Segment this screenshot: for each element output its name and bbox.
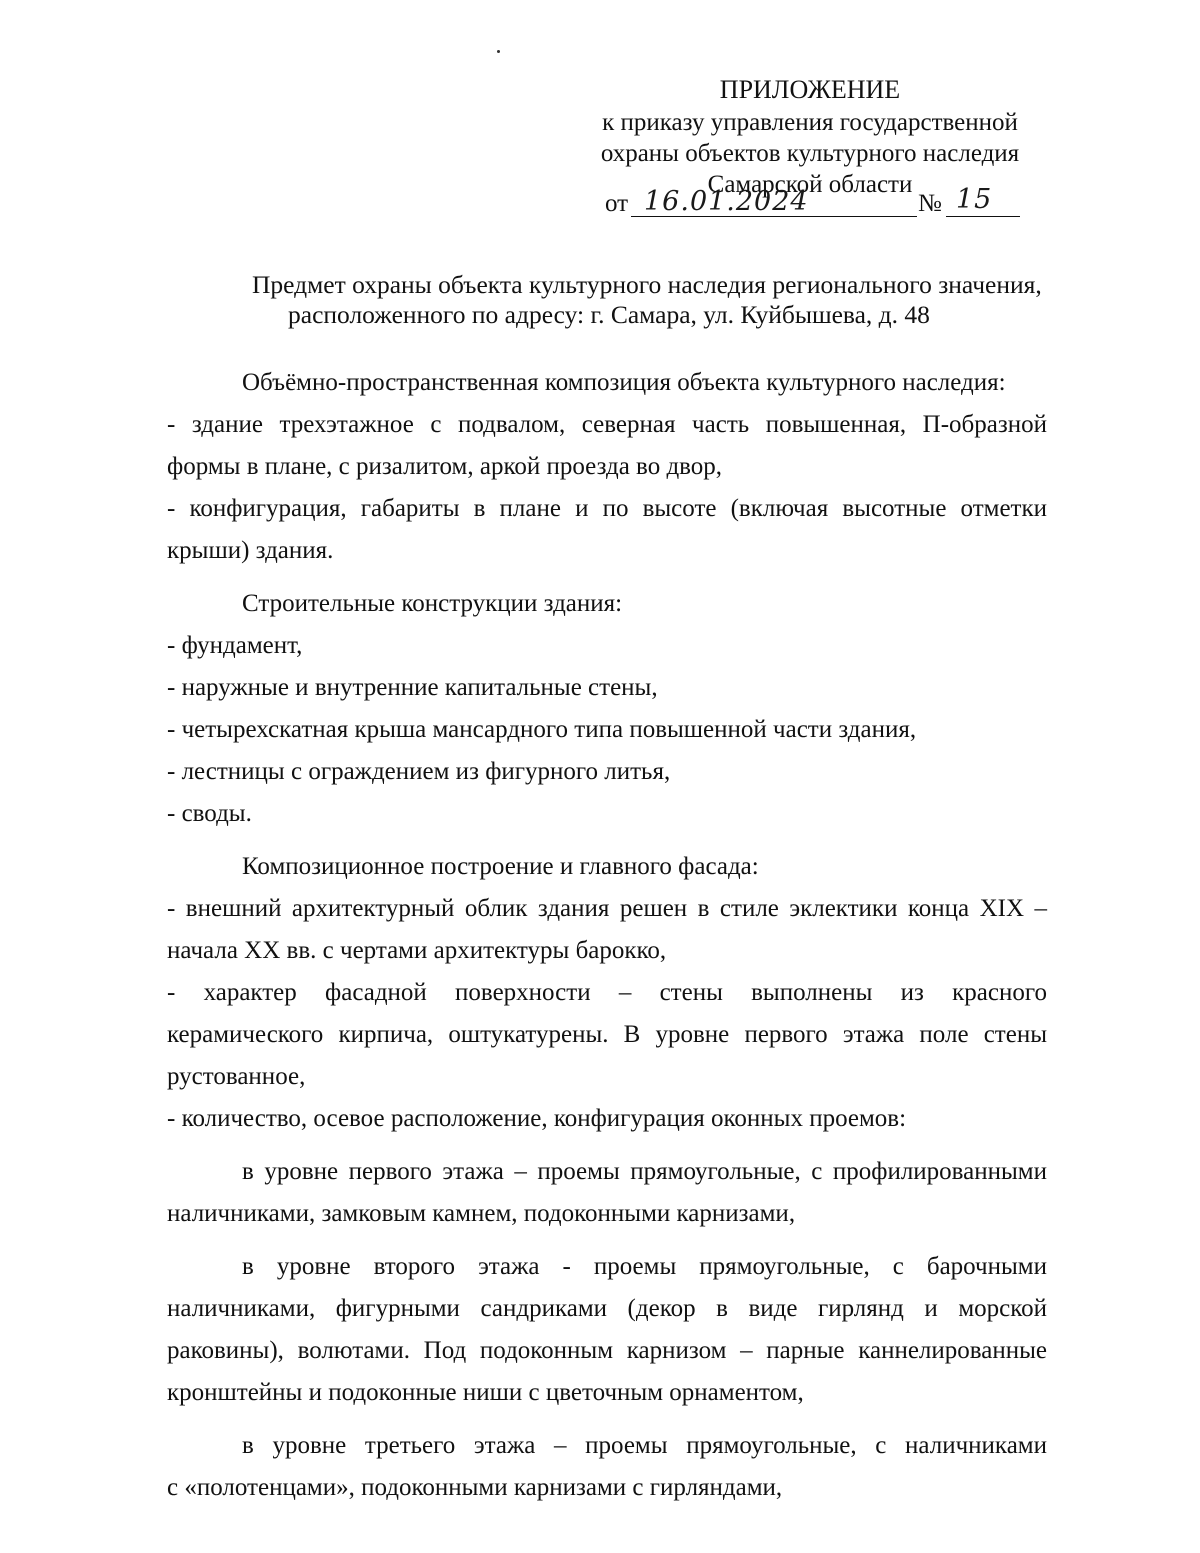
subject-line-1: Предмет охраны объекта культурного наследия регионального значения,: [252, 270, 1042, 299]
floor-2-line-2: наличниками, фигурными сандриками (декор в виде гирлянд и морской: [167, 1295, 1047, 1322]
facade-item-1: [167, 888, 1047, 972]
volume-item-2: [167, 488, 1047, 572]
appendix-title: ПРИЛОЖЕНИЕ: [719, 75, 901, 104]
floor-2-paragraph: [167, 1246, 1047, 1414]
number-label: №: [918, 190, 942, 217]
floor-2-line-3: раковины), волютами. Под подоконным карнизом – парные каннелированные: [167, 1337, 1047, 1364]
floor-1-line-1: в уровне первого этажа – проемы прямоугольные, с профилированными: [242, 1158, 1047, 1185]
scan-speck: [497, 50, 500, 53]
header-line-3: Самарской области: [707, 171, 913, 198]
section-heading-structures: Строительные конструкции здания:: [242, 590, 623, 617]
facade-item-2-line-2: керамического кирпича, оштукатурены. В уровне первого этажа поле стены: [167, 1021, 1047, 1048]
volume-item-1-line-2: формы в плане, с ризалитом, аркой проезда во двор,: [167, 453, 723, 480]
header-line-2: охраны объектов культурного наследия: [600, 140, 1020, 167]
floor-3-line-2: с «полотенцами», подоконными карнизами с гирляндами,: [167, 1474, 783, 1501]
structures-item: - фундамент,: [167, 632, 303, 659]
facade-item-2-line-3: рустованное,: [167, 1063, 306, 1090]
structures-item: - лестницы с ограждением из фигурного литья,: [167, 758, 671, 785]
floor-3-paragraph: [167, 1425, 1047, 1509]
facade-item-1-line-2: начала XX вв. с чертами архитектуры барокко,: [167, 937, 667, 964]
facade-item-2: [167, 972, 1047, 1098]
section-heading-volume: Объёмно-пространственная композиция объекта культурного наследия:: [242, 369, 1006, 396]
floor-2-line-1: в уровне второго этажа - проемы прямоугольные, с барочными: [242, 1253, 1047, 1280]
volume-item-1-line-1: - здание трехэтажное с подвалом, северная часть повышенная, П-образной: [167, 411, 1047, 438]
volume-item-1: [167, 404, 1047, 488]
handwritten-date: 16.01.2024: [644, 186, 809, 217]
structures-item: - наружные и внутренние капитальные стены,: [167, 674, 658, 701]
document-subject: [160, 270, 1200, 330]
number-underline: [946, 216, 1020, 217]
subject-line-2: расположенного по адресу: г. Самара, ул. Куйбышева, д. 48: [288, 300, 930, 329]
volume-item-2-line-2: крыши) здания.: [167, 537, 334, 564]
date-underline: [631, 216, 917, 217]
handwritten-number: 15: [956, 184, 993, 215]
facade-item-2-line-1: - характер фасадной поверхности – стены выполнены из красного: [167, 979, 1047, 1006]
structures-item: - своды.: [167, 800, 252, 827]
facade-item-1-line-1: - внешний архитектурный облик здания решен в стиле эклектики конца XIX –: [167, 895, 1047, 922]
document-body: [167, 362, 1047, 1509]
order-reference: [600, 180, 1020, 220]
floor-1-paragraph: [167, 1151, 1047, 1235]
floor-3-line-1: в уровне третьего этажа – проемы прямоугольные, с наличниками: [242, 1432, 1047, 1459]
volume-item-2-line-1: - конфигурация, габариты в плане и по высоте (включая высотные отметки: [167, 495, 1047, 522]
floor-2-line-4: кронштейны и подоконные ниши с цветочным орнаментом,: [167, 1379, 804, 1406]
section-heading-facade: Композиционное построение и главного фасада:: [242, 853, 759, 880]
from-label: от: [605, 190, 629, 217]
floor-1-line-2: наличниками, замковым камнем, подоконными карнизами,: [167, 1200, 796, 1227]
structures-item: - четырехскатная крыша мансардного типа повышенной части здания,: [167, 716, 917, 743]
header-line-1: к приказу управления государственной: [602, 109, 1018, 136]
facade-item-3: - количество, осевое расположение, конфигурация оконных проемов:: [167, 1105, 907, 1132]
